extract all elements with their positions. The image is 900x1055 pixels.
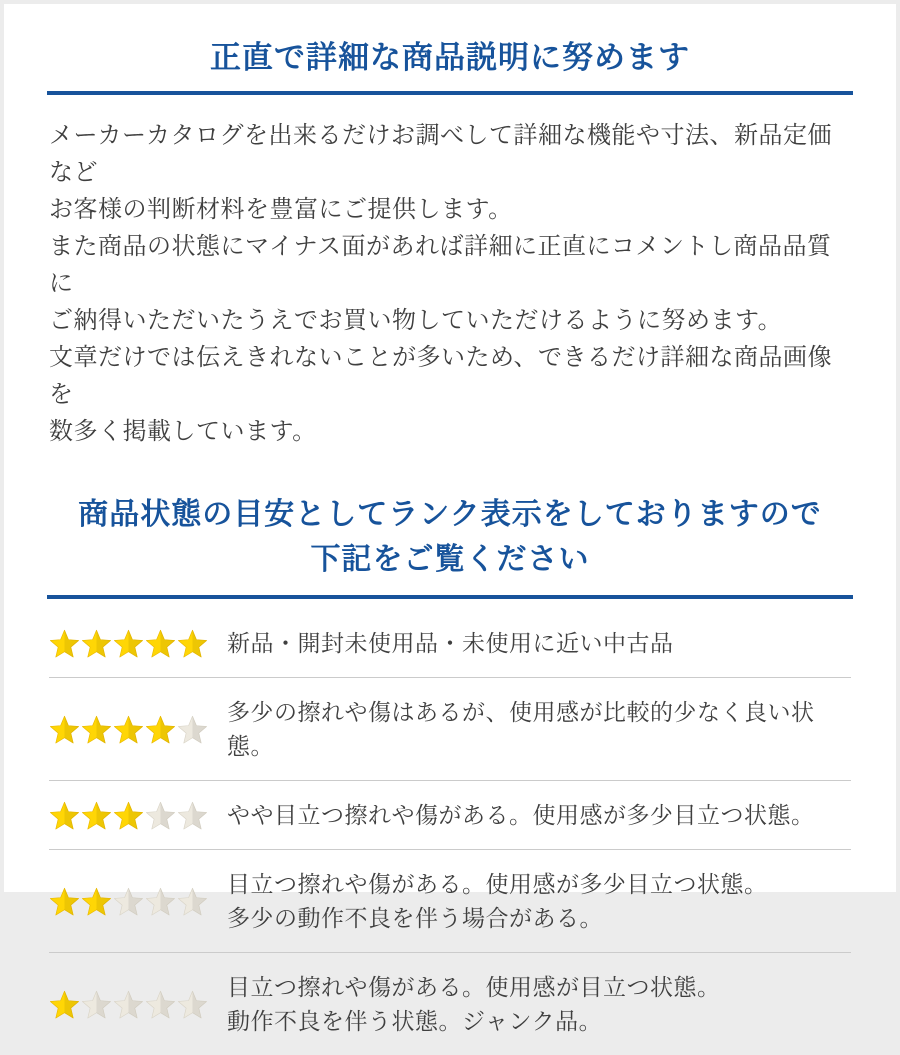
- star-rating: [49, 988, 208, 1021]
- rank-heading: [24, 492, 876, 582]
- rank-description: [227, 695, 851, 763]
- star-filled-icon: [113, 627, 144, 660]
- rank-description: [227, 798, 815, 832]
- star-filled-icon: [145, 627, 176, 660]
- star-filled-icon: [81, 713, 112, 746]
- intro-line: お客様の判断材料を豊富にご提供します。: [49, 196, 513, 223]
- star-filled-icon: [177, 627, 208, 660]
- content-card: [4, 4, 896, 1034]
- star-filled-icon: [81, 799, 112, 832]
- star-rating: [49, 627, 208, 660]
- rank-heading-underline: [47, 595, 853, 599]
- rank-description-line: 動作不良を伴う状態。ジャンク品。: [227, 1008, 603, 1034]
- star-filled-icon: [113, 713, 144, 746]
- rank-description-line: 多少の動作不良を伴う場合がある。: [227, 905, 603, 931]
- star-empty-icon: [113, 885, 144, 918]
- star-filled-icon: [49, 988, 80, 1021]
- rank-row: [49, 677, 851, 780]
- page-title: 正直で詳細な商品説明に努めます: [210, 40, 690, 75]
- star-empty-icon: [177, 799, 208, 832]
- rank-description: [227, 970, 721, 1038]
- star-filled-icon: [49, 885, 80, 918]
- intro-line: ご納得いただいたうえでお買い物していただけるように努めます。: [49, 307, 783, 334]
- intro-line: また商品の状態にマイナス面があれば詳細に正直にコメントし商品品質に: [49, 233, 832, 297]
- rank-description-line: 目立つ擦れや傷がある。使用感が目立つ状態。: [227, 974, 721, 1000]
- star-filled-icon: [49, 627, 80, 660]
- star-empty-icon: [177, 885, 208, 918]
- star-filled-icon: [81, 627, 112, 660]
- rank-heading-line1: 商品状態の目安としてランク表示をしておりますので: [78, 498, 822, 531]
- intro-line: 数多く掲載しています。: [49, 418, 317, 445]
- star-filled-icon: [145, 713, 176, 746]
- rank-heading-line2: 下記をご覧ください: [310, 543, 590, 576]
- rank-description-line: 多少の擦れや傷はあるが、使用感が比較的少なく良い状態。: [227, 699, 815, 759]
- star-empty-icon: [145, 885, 176, 918]
- intro-line: 文章だけでは伝えきれないことが多いため、できるだけ詳細な商品画像を: [49, 344, 833, 408]
- star-rating: [49, 885, 208, 918]
- rank-row: [49, 780, 851, 849]
- title-underline: [47, 91, 853, 95]
- star-rating: [49, 799, 208, 832]
- rank-row: [49, 609, 851, 677]
- rank-row: [49, 849, 851, 952]
- rank-row: [49, 952, 851, 1055]
- star-empty-icon: [145, 799, 176, 832]
- rank-description-line: 新品・開封未使用品・未使用に近い中古品: [227, 630, 674, 656]
- intro-line: メーカーカタログを出来るだけお調べして詳細な機能や寸法、新品定価など: [49, 122, 833, 186]
- star-empty-icon: [81, 988, 112, 1021]
- rank-description-line: やや目立つ擦れや傷がある。使用感が多少目立つ状態。: [227, 802, 815, 828]
- star-empty-icon: [177, 713, 208, 746]
- rank-description: [227, 626, 674, 660]
- rank-description: [227, 867, 768, 935]
- star-empty-icon: [113, 988, 144, 1021]
- star-empty-icon: [145, 988, 176, 1021]
- intro-paragraph: [49, 117, 851, 450]
- star-filled-icon: [113, 799, 144, 832]
- star-rating: [49, 713, 208, 746]
- rank-list: [49, 609, 851, 1055]
- star-empty-icon: [177, 988, 208, 1021]
- rank-description-line: 目立つ擦れや傷がある。使用感が多少目立つ状態。: [227, 871, 768, 897]
- star-filled-icon: [81, 885, 112, 918]
- star-filled-icon: [49, 713, 80, 746]
- star-filled-icon: [49, 799, 80, 832]
